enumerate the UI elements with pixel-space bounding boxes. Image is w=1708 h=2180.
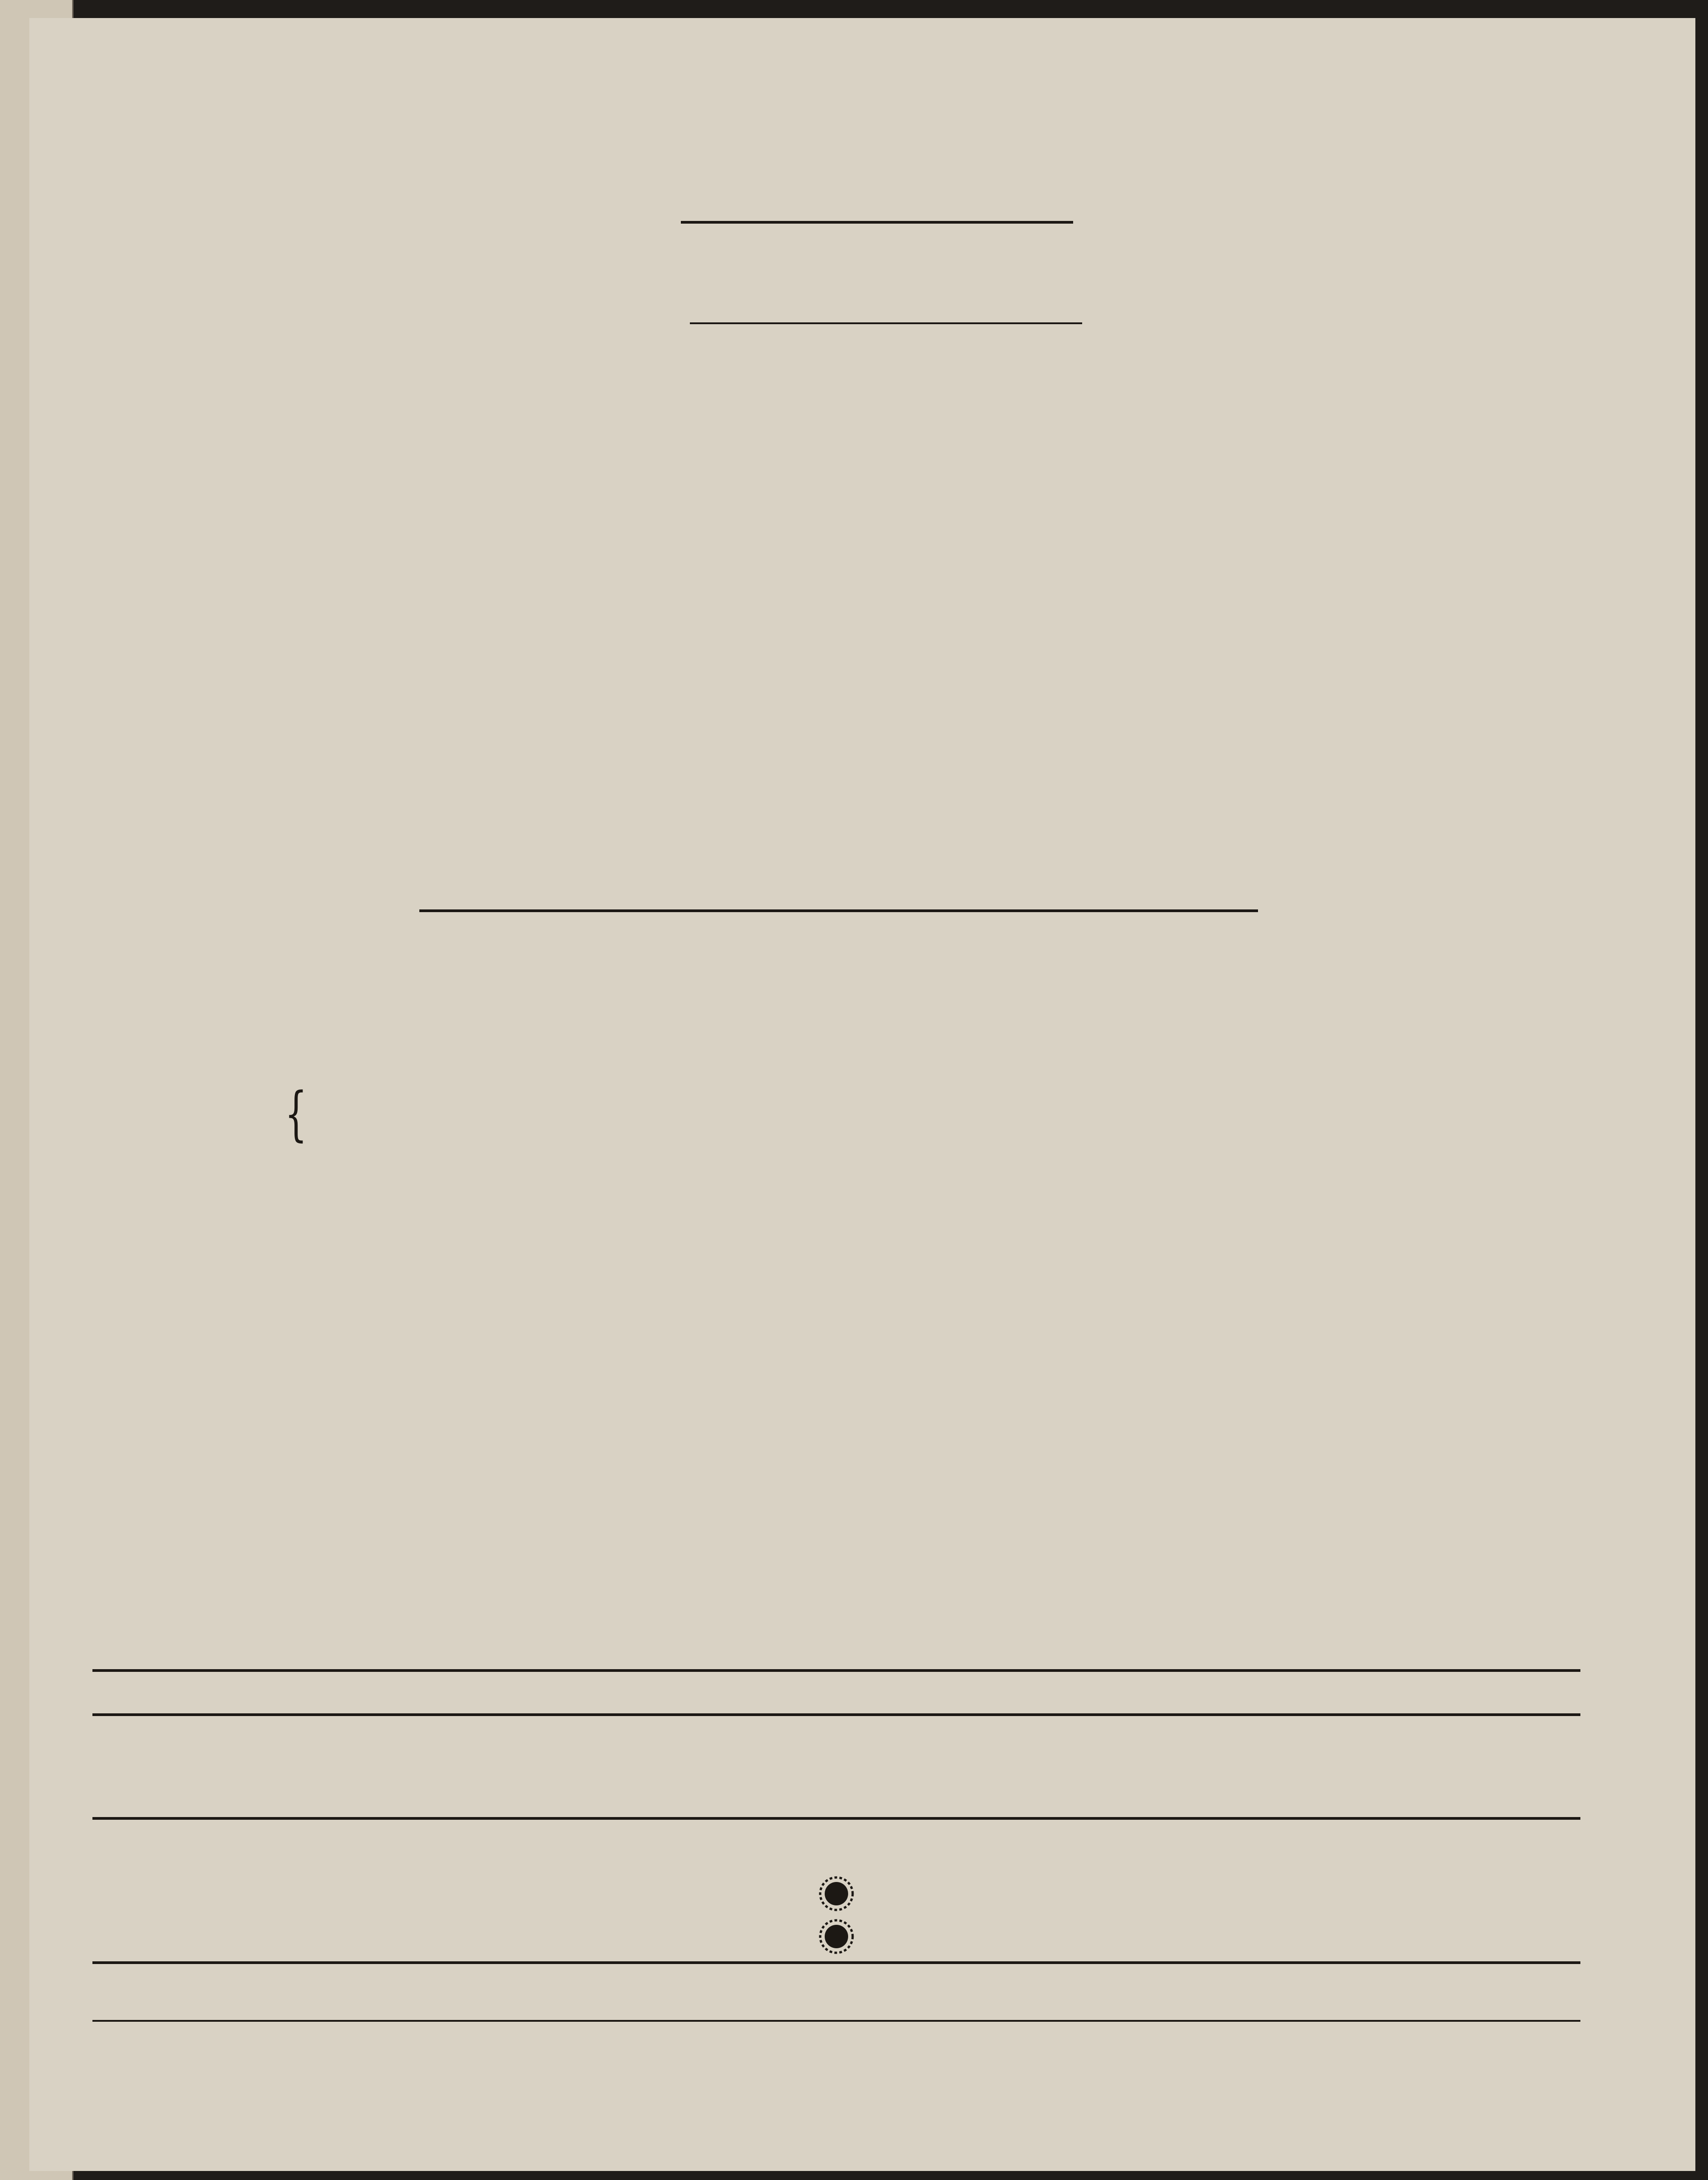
divider [92, 1817, 1580, 1820]
divider [690, 322, 1082, 324]
vine-divider-ornament [419, 890, 1258, 931]
divider [92, 1669, 1580, 1672]
brace: { [285, 1079, 308, 1148]
star-ornament [818, 1876, 854, 1912]
divider [681, 221, 1073, 224]
divider [92, 2020, 1580, 2022]
divider [92, 1961, 1580, 1964]
star-ornament [818, 1918, 854, 1955]
divider [92, 1713, 1580, 1716]
